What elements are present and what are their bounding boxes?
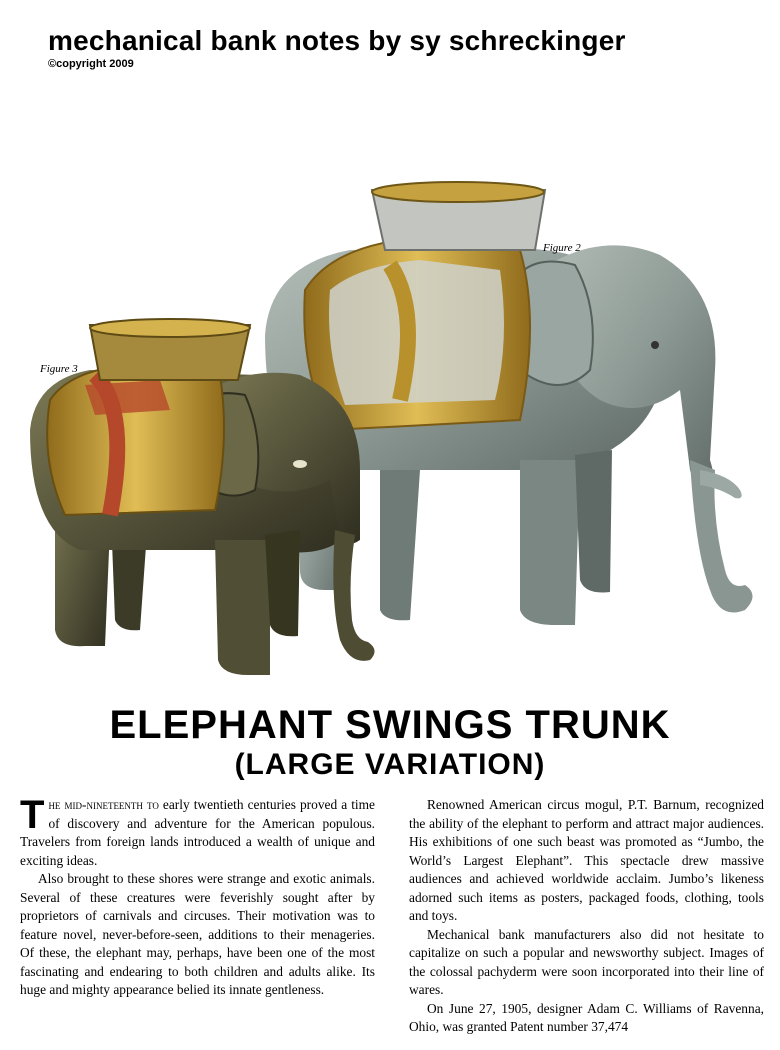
- copyright-notice: ©copyright 2009: [48, 58, 134, 70]
- article-subheadline: (LARGE VARIATION): [234, 748, 546, 781]
- figure-2-label: Figure 2: [543, 242, 581, 254]
- article-column-right: [409, 796, 764, 1037]
- elephant-banks-photo: [0, 170, 780, 690]
- page-header: [48, 26, 626, 70]
- column-title: mechanical bank notes by sy schreckinger: [48, 25, 626, 56]
- figure-3-label: Figure 3: [40, 363, 78, 375]
- paragraph: On June 27, 1905, designer Adam C. Williams of Ravenna, Ohio, was granted Patent number 37,474: [409, 1000, 764, 1034]
- paragraph: Renowned American circus mogul, P.T. Barnum, recognized the ability of the elephant to perform and attract major audiences. His exhibitions of one such beast was promoted as “Jumbo, the World’s Largest Elephant”. This spectacle drew massive audiences and achieved worldwide acclaim. Jumbo’s likeness adorned such items as posters, packaged foods, clothing, tools and toys.: [409, 797, 764, 923]
- lead-in-smallcaps: he mid-nineteenth to: [48, 797, 159, 812]
- paragraph-text: early twentieth centuries proved a time of discovery and adventure for the American populous. Travelers from foreign lands introduced a wealth of unique and exciting ideas.: [20, 797, 376, 868]
- paragraph: Also brought to these shores were strange and exotic animals. Several of these creatures were feverishly sought after by proprietors of carnivals and circuses. Their motivation was to feature novel, never-before-seen, additions to their menageries. Of these, the elephant may, perhaps, have been one of the most fascinating and endearing to both children and adults alike. Its huge and mighty appearance belied its innate gentleness.: [20, 871, 375, 997]
- paragraph: Mechanical bank manufacturers also did not hesitate to capitalize on such a popular and newsworthy subject. Images of the colossal pachyderm were soon incorporated into their line of wares.: [409, 926, 764, 997]
- drop-cap: T: [20, 793, 45, 837]
- elephant-illustration: [0, 170, 780, 690]
- paragraph: [20, 793, 376, 870]
- article-column-left: [20, 793, 376, 1000]
- article-headline: ELEPHANT SWINGS TRUNK: [109, 703, 671, 747]
